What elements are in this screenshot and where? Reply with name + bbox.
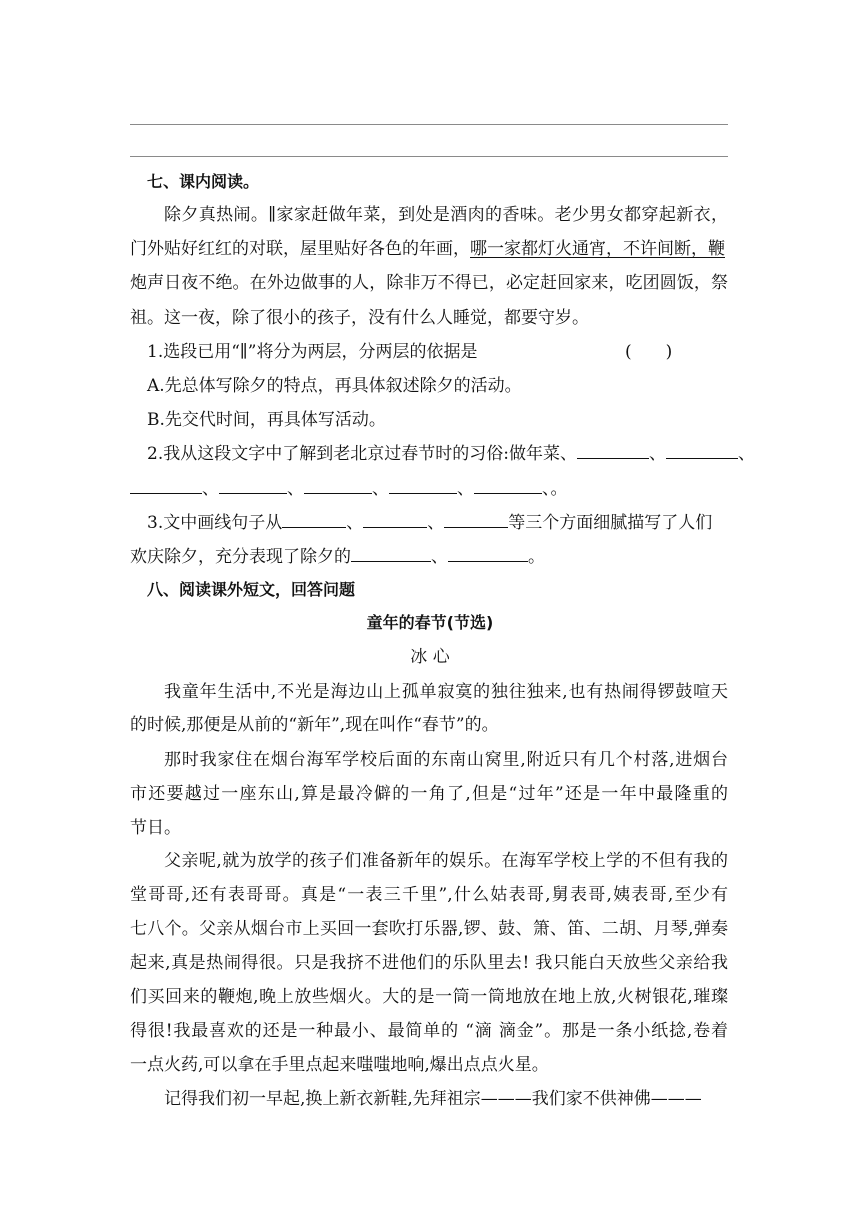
fill-blank[interactable]	[474, 479, 542, 494]
article-line: 市还要越过一座东山,算是最冷僻的一角了,但是“过年”还是一年中最隆重的	[130, 784, 728, 804]
question-1-text: 1.选段已用“∥”将分为两层，分两层的依据是	[147, 342, 478, 362]
answer-line	[130, 124, 728, 125]
question-2-text: 2.我从这段文字中了解到老北京过春节时的习俗:做年菜、	[147, 444, 577, 464]
article-line: 我童年生活中,不光是海边山上孤单寂寞的独往独来,也有热闹得锣鼓喧天	[164, 682, 728, 702]
section-7-heading: 七、课内阅读。	[147, 172, 260, 191]
fill-blank[interactable]	[363, 513, 427, 528]
fill-blank[interactable]	[444, 513, 508, 528]
question-3-text: 欢庆除夕，充分表现了除夕的	[130, 547, 351, 567]
fill-blank[interactable]	[577, 444, 649, 459]
fill-blank[interactable]	[666, 444, 738, 459]
fill-blank[interactable]	[282, 513, 346, 528]
article-line: 得很!我最喜欢的还是一种最小、最简单的 “滴 滴金”。那是一条小纸捻,卷着	[130, 1021, 728, 1041]
article-line: 的时候,那便是从前的“新年”,现在叫作“春节”的。	[130, 715, 499, 735]
question-1	[147, 340, 477, 364]
option-a: A.先总体写除夕的特点，再具体叙述除夕的活动。	[147, 376, 522, 396]
option-b: B.先交代时间，再具体写活动。	[147, 410, 386, 430]
answer-line	[130, 156, 728, 157]
article-line: 七八个。父亲从烟台市上买回一套吹打乐器,锣、鼓、箫、笛、二胡、月琴,弹奏	[130, 919, 728, 939]
article-title: 童年的春节(节选)	[366, 613, 494, 632]
fill-blank[interactable]	[304, 479, 372, 494]
section-8-heading: 八、阅读课外短文，回答问题	[147, 580, 356, 599]
passage-line: 炮声日夜不绝。在外边做事的人，除非万不得已，必定赶回家来，吃团圆饭，祭	[130, 273, 728, 293]
article-line: 那时我家住在烟台海军学校后面的东南山窝里,附近只有几个村落,进烟台	[164, 750, 728, 770]
passage-line: 祖。这一夜，除了很小的孩子，没有什么人睡觉，都要守岁。	[130, 308, 589, 328]
answer-paren: ( )	[625, 342, 673, 362]
article-line: 们买回来的鞭炮,晚上放些烟火。大的是一筒一筒地放在地上放,火树银花,璀璨	[130, 987, 728, 1007]
fill-blank[interactable]	[130, 479, 202, 494]
period: 。	[528, 547, 545, 567]
fill-blank[interactable]	[448, 547, 528, 562]
article-line: 起来,真是热闹得很。只是我挤不进他们的乐队里去! 我只能白天放些父亲给我	[130, 953, 728, 973]
underlined-sentence: 哪一家都灯火通宵，不许间断，鞭	[470, 239, 725, 259]
article-author: 冰 心	[410, 647, 450, 667]
fill-blank[interactable]	[389, 479, 457, 494]
article-line: 节日。	[130, 818, 181, 838]
question-3-text: 等三个方面细腻描写了人们	[508, 513, 713, 533]
fill-blank[interactable]	[219, 479, 287, 494]
article-line: 记得我们初一早起,换上新衣新鞋,先拜祖宗———我们家不供神佛———	[164, 1089, 702, 1109]
question-2-continued: 、 、 、 、 、。	[130, 477, 568, 501]
article-line: 一点火药,可以拿在手里点起来嗤嗤地响,爆出点点火星。	[130, 1055, 549, 1075]
passage-line	[130, 237, 725, 261]
question-3: 3.文中画线句子从 、 、 等三个方面细腻描写了人们	[147, 513, 713, 533]
article-line: 父亲呢,就为放学的孩子们准备新年的娱乐。在海军学校上学的不但有我的	[164, 851, 728, 871]
fill-blank[interactable]	[351, 547, 431, 562]
passage-line: 除夕真热闹。∥家家赶做年菜，到处是酒肉的香味。老少男女都穿起新衣，	[164, 205, 728, 225]
period: 。	[550, 479, 568, 499]
article-line: 堂哥哥,还有表哥哥。真是“一表三千里”,什么姑表哥,舅表哥,姨表哥,至少有	[130, 885, 728, 905]
question-3-continued: 欢庆除夕，充分表现了除夕的 、 。	[130, 547, 545, 567]
question-2: 2.我从这段文字中了解到老北京过春节时的习俗:做年菜、 、 、	[147, 444, 755, 464]
question-3-text: 3.文中画线句子从	[147, 513, 283, 533]
passage-text: 门外贴好红红的对联，屋里贴好各色的年画，	[130, 239, 470, 259]
